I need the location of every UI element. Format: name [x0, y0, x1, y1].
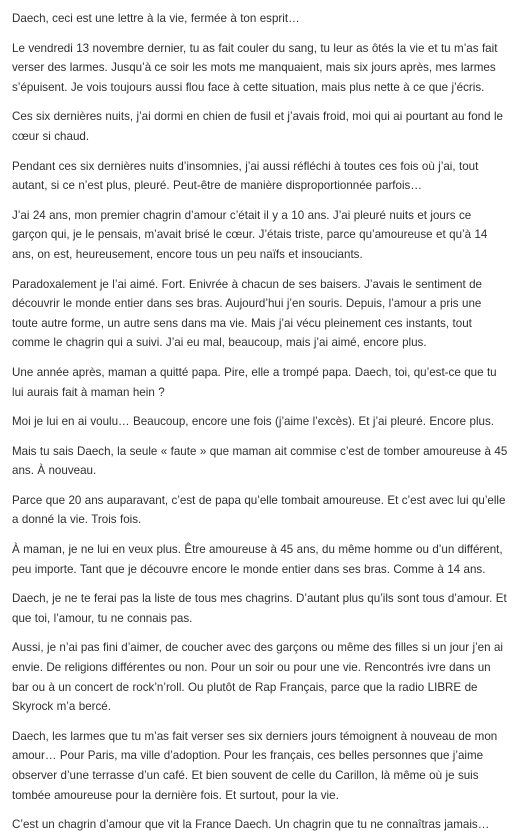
- paragraph: Parce que 20 ans auparavant, c’est de papa qu’elle tombait amoureuse. Et c’est avec lui qu’elle a donné la vie. Trois fois.: [12, 493, 506, 527]
- paragraph: C’est un chagrin d’amour que vit la France Daech. Un chagrin que tu ne connaîtras jamais…: [12, 818, 490, 832]
- paragraph: Ces six dernières nuits, j’ai dormi en chien de fusil et j’avais froid, moi qui ai pourtant au fond le cœur si chaud.: [12, 110, 503, 143]
- paragraph: J’ai 24 ans, mon premier chagrin d’amour c’était il y a 10 ans. J’ai pleuré nuits et jours ce garçon qui, je le pensais, m’avait brisé le cœur. J’étais triste, parce qu’amoureuse et qu’à 14 ans, on est, heureusement, encore tous un peu naïfs et insouciants.: [12, 208, 488, 261]
- paragraph: Daech, les larmes que tu m’as fait verser ses six derniers jours témoignent à nouveau de mon amour… Pour Paris, ma ville d’adoption. Pour les français, ces belles personnes que j’aime observer d’une terrasse d’un café. Et bien souvent de celle du Carillon, là même où je suis tombée amoureuse pour la dernière fois. Et surtout, pour la vie.: [12, 729, 498, 802]
- paragraph: Aussi, je n’ai pas fini d’aimer, de coucher avec des garçons ou même des filles si un jour j’en ai envie. De religions différentes ou non. Pour un soir ou pour une vie. Rencontrés ivre dans un bar ou à un concert de rock’n’roll. Ou plutôt de Rap Français, parce que la radio LIBRE de Skyrock m’a bercé.: [12, 641, 503, 714]
- paragraph: Daech, ceci est une lettre à la vie, fermée à ton esprit…: [12, 12, 300, 25]
- paragraph: Le vendredi 13 novembre dernier, tu as fait couler du sang, tu leur as ôtés la vie et tu m’as fait verser des larmes. Jusqu’à ce soir les mots me manquaient, mais six jours après, mes larmes s’épuisent. Je vois toujours aussi flou face à cette situation, mais plus nette à ce que j’écris.: [12, 41, 498, 94]
- paragraph: Moi je lui en ai voulu… Beaucoup, encore une fois (j’aime l’excès). Et j’ai pleuré. Encore plus.: [12, 415, 495, 429]
- paragraph: Une année après, maman a quitté papa. Pire, elle a trompé papa. Daech, toi, qu’est-ce que tu lui aurais fait à maman hein ?: [12, 365, 497, 399]
- paragraph: À maman, je ne lui en veux plus. Être amoureuse à 45 ans, du même homme ou d’un différent, peu importe. Tant que je découvre encore le monde entier dans ses bras. Comme à 14 ans.: [12, 543, 503, 576]
- paragraph: Daech, je ne te ferai pas la liste de tous mes chagrins. D’autant plus qu’ils sont tous d’amour. Et que toi, l’amour, tu ne connais pas.: [12, 592, 507, 625]
- paragraph: Pendant ces six dernières nuits d’insomnies, j’ai aussi réfléchi à toutes ces fois où j’ai, tout autant, si ce n’est plus, pleuré. Peut-être de manière disproportionnée parfois…: [12, 159, 479, 193]
- paragraph: Mais tu sais Daech, la seule « faute » que maman ait commise c’est de tomber amoureuse à 45 ans. À nouveau.: [12, 444, 508, 478]
- paragraph: Paradoxalement je l’ai aimé. Fort. Enivrée à chacun de ses baisers. J’avais le sentiment de découvrir le monde entier dans ses bras. Aujourd’hui j’en souris. Depuis, l’amour a pris une toute autre forme, un autre sens dans ma vie. Mais j’ai vécu pleinement ces instants, tout comme le chagrin qui a suivi. J’ai eu mal, beaucoup, mais j’ai aimé, encore plus.: [12, 277, 483, 350]
